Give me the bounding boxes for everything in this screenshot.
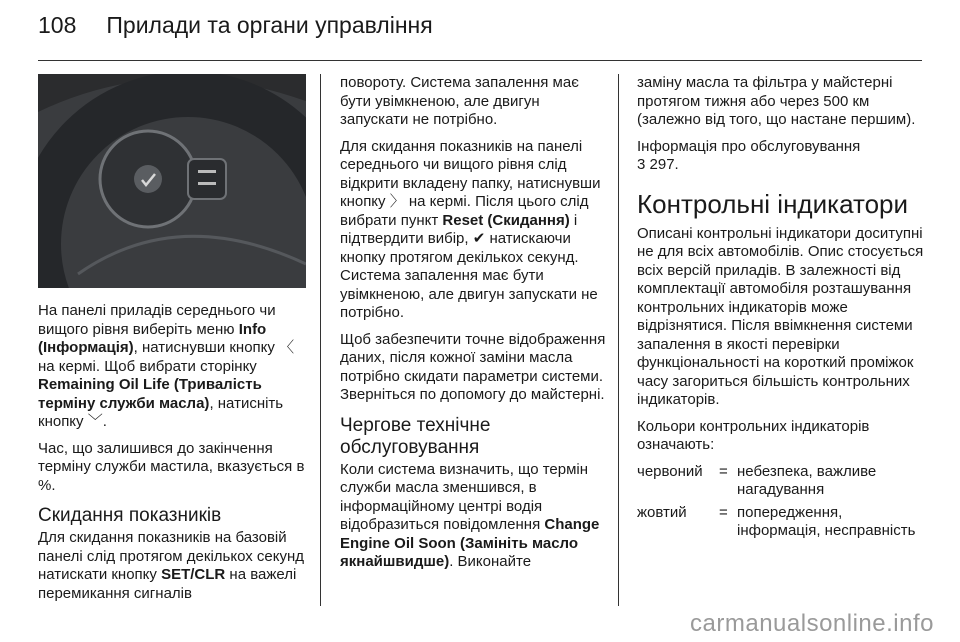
column-3 bbox=[637, 74, 927, 545]
column-divider bbox=[618, 74, 619, 606]
paragraph: Коли система визначить, що термін служби масла зменшився, в інформаційному центрі водія відобразиться повідомлення Change Engine Oil Soon (Замініть масло якнайшвидше). Виконайте bbox=[340, 460, 600, 570]
section-heading-reset: Скидання показників bbox=[38, 505, 222, 526]
paragraph: Щоб забезпечити точне відображення даних, після кожної заміни масла потрібно скидати параметри системи. Зверніться по допомогу до майстерні. bbox=[340, 330, 606, 403]
paragraph: Інформація про обслуговування 3 297. bbox=[637, 137, 861, 173]
paragraph: Для скидання показників на базовій панелі слід протягом декількох секунд натискати кнопку SET/CLR на важелі перемикання сигналів bbox=[38, 529, 305, 602]
column-1 bbox=[38, 74, 306, 611]
page-number: 108 bbox=[38, 12, 77, 38]
page-reference: 3 297. bbox=[637, 156, 679, 173]
page-title: Прилади та органи управління bbox=[106, 12, 433, 38]
paragraph: Для скидання показників на панелі середнього чи вищого рівня слід відкрити вкладену папку, натиснувши кнопку 〉 на кермі. Після цього слід вибрати пункт Reset (Скидання) і підтвердити вибір, ✔ натискаючи кнопку протягом декількох секунд. Система запалення має бути увімкненою, але двигун запускати не потрібно. bbox=[340, 137, 601, 321]
table-row: червоний = небезпека, важливе нагадування bbox=[637, 462, 877, 498]
column-divider bbox=[320, 74, 321, 606]
paragraph: На панелі приладів середнього чи вищого рівня виберіть меню Info (Інформація), натиснувши кнопку 〈 на кермі. Щоб вибрати сторінку Remaining Oil Life (Тривалість терміну служби масла), натисніть кнопку ﹀. bbox=[38, 302, 295, 430]
section-heading-next-service: Чергове технічне обслуговування bbox=[340, 414, 491, 458]
table-row: жовтий = попередження, інформація, несправність bbox=[637, 503, 916, 539]
paragraph: Описані контрольні індикатори доситупні не для всіх автомобілів. Опис стосується всіх версій приладів. В залежності від комплектації автомобіля розташування контрольних індикаторів може відрізнятися. Після ввімкнення системи запалення в якості перевірки функціональності на короткий проміжок часу загориться більшість контрольних індикаторів. bbox=[637, 224, 924, 408]
paragraph: Час, що залишився до закінчення терміну служби мастила, вказується в %. bbox=[38, 439, 305, 494]
paragraph: заміну масла та фільтра у майстерні протягом тижня або через 500 км (залежно від того, що настане першим). bbox=[637, 74, 916, 128]
column-2 bbox=[340, 74, 608, 580]
steering-wheel-photo bbox=[38, 74, 306, 288]
page-header bbox=[38, 12, 433, 39]
section-heading-indicators: Контрольні індикатори bbox=[637, 188, 909, 219]
header-rule bbox=[38, 60, 922, 61]
watermark: carmanualsonline.info bbox=[690, 610, 934, 637]
color-meaning-table bbox=[637, 463, 927, 545]
check-icon: ✔ bbox=[472, 230, 486, 247]
paragraph: повороту. Система запалення має бути увімкненою, але двигун запускати не потрібно. bbox=[340, 74, 579, 128]
paragraph: Кольори контрольних індикаторів означають: bbox=[637, 417, 870, 453]
